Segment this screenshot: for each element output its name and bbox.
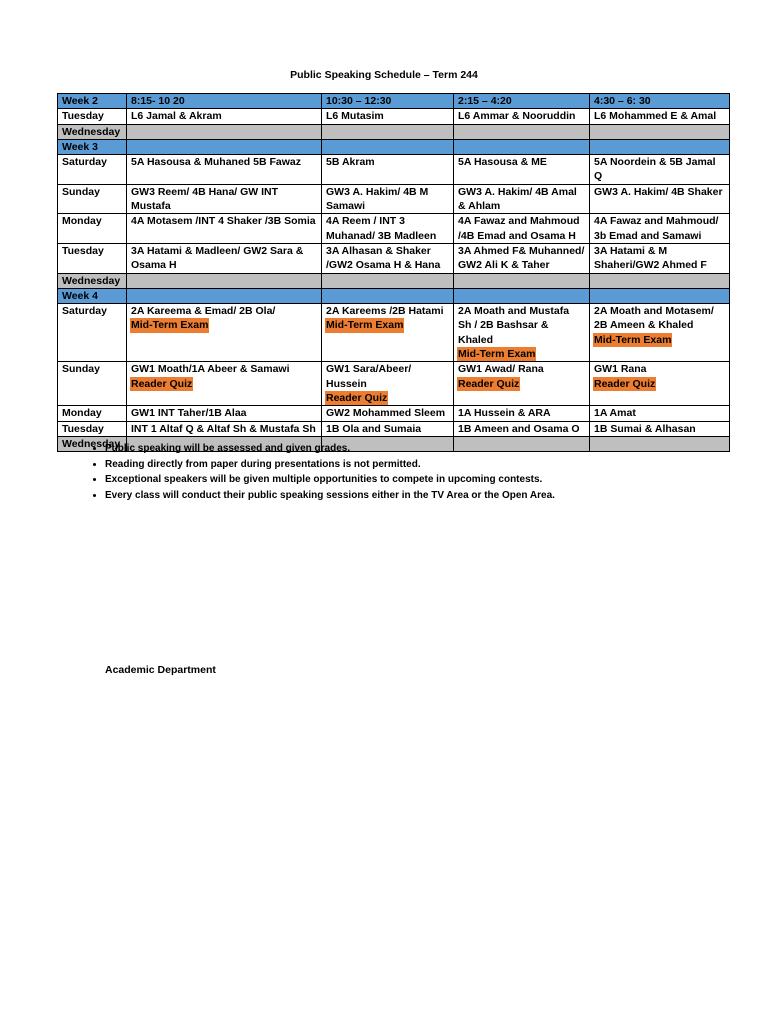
cell-text: GW3 A. Hakim/ 4B Amal & Ahlam [458, 185, 577, 213]
table-cell [127, 362, 322, 406]
highlight-tag: Mid-Term Exam [326, 319, 404, 332]
table-row [58, 243, 730, 273]
table-cell [322, 273, 454, 288]
highlight-tag: Mid-Term Exam [458, 348, 536, 361]
highlight-tag: Reader Quiz [594, 377, 656, 390]
table-row [58, 421, 730, 436]
highlight-tag: Mid-Term Exam [594, 333, 672, 346]
table-row [58, 406, 730, 421]
table-cell [127, 421, 322, 436]
table-cell [590, 288, 730, 303]
week-header-row [58, 139, 730, 154]
cell-text: GW1 Rana [594, 363, 647, 376]
cell-text: GW3 A. Hakim/ 4B M Samawi [326, 185, 429, 213]
table-cell [454, 288, 590, 303]
table-cell [127, 214, 322, 244]
table-cell [454, 214, 590, 244]
cell-text: 1A Hussein & ARA [458, 407, 551, 420]
table-cell [454, 406, 590, 421]
table-cell [322, 421, 454, 436]
notes-list [87, 441, 745, 503]
table-cell [454, 184, 590, 214]
table-cell [127, 155, 322, 185]
highlight-tag: Reader Quiz [326, 391, 388, 404]
table-cell [590, 139, 730, 154]
table-cell [454, 273, 590, 288]
cell-text: 1B Sumai & Alhasan [594, 422, 696, 435]
day-cell: Monday [58, 406, 127, 421]
cell-text: 3A Alhasan & Shaker /GW2 Osama H & Hana [326, 244, 441, 272]
day-cell: Sunday [58, 362, 127, 406]
empty-day-row [58, 273, 730, 288]
cell-text: 10:30 – 12:30 [326, 95, 392, 107]
table-cell [590, 184, 730, 214]
cell-text: L6 Mutasim [326, 110, 384, 123]
day-cell: Saturday [58, 304, 127, 362]
cell-text: GW1 Awad/ Rana [458, 363, 544, 376]
day-cell: Tuesday [58, 109, 127, 124]
table-cell [322, 94, 454, 109]
cell-text: 4A Fawaz and Mahmoud /4B Emad and Osama H [458, 215, 580, 242]
cell-text: 1A Amat [594, 407, 636, 420]
table-cell [454, 362, 590, 406]
table-cell [127, 243, 322, 273]
cell-text: 4A Reem / INT 3 Muhanad/ 3B Madleen [326, 215, 437, 242]
cell-text: GW3 A. Hakim/ 4B Shaker [594, 185, 723, 198]
table-cell [322, 362, 454, 406]
cell-text: GW1 INT Taher/1B Alaa [131, 407, 247, 420]
table-cell [127, 94, 322, 109]
cell-text: 1B Ola and Sumaia [326, 422, 422, 435]
cell-text: 5A Hasousa & Muhaned 5B Fawaz [131, 156, 301, 169]
table-cell [454, 139, 590, 154]
day-cell: Wednesday [58, 273, 127, 288]
table-cell [322, 243, 454, 273]
cell-text: 3A Hatami & M Shaheri/GW2 Ahmed F [594, 244, 707, 272]
cell-text: 5B Akram [326, 156, 375, 169]
table-cell [127, 288, 322, 303]
day-cell: Monday [58, 214, 127, 244]
empty-day-row [58, 124, 730, 139]
table-row [58, 155, 730, 185]
day-cell: Wednesday [58, 436, 127, 451]
cell-text: GW3 Reem/ 4B Hana/ GW INT Mustafa [131, 185, 279, 213]
cell-text: 8:15- 10 20 [131, 95, 185, 107]
cell-text: 4A Fawaz and Mahmoud/ 3b Emad and Samawi [594, 215, 719, 242]
table-cell [322, 155, 454, 185]
note-item: • Public speaking will be assessed and given grades. [105, 441, 745, 457]
table-cell [322, 406, 454, 421]
table-cell [454, 124, 590, 139]
week-header-row [58, 94, 730, 109]
day-cell: Week 3 [58, 139, 127, 154]
table-cell [127, 124, 322, 139]
page-title: Public Speaking Schedule – Term 244 [290, 69, 478, 81]
day-cell: Wednesday [58, 124, 127, 139]
cell-text: 2A Moath and Mustafa Sh / 2B Bashsar & Khaled [458, 305, 570, 346]
table-cell [590, 94, 730, 109]
table-cell [127, 184, 322, 214]
table-cell [322, 124, 454, 139]
cell-text: L6 Ammar & Nooruddin [458, 110, 576, 123]
day-cell: Week 4 [58, 288, 127, 303]
day-cell: Tuesday [58, 421, 127, 436]
cell-text: 2A Kareems /2B Hatami [326, 305, 444, 318]
day-cell: Week 2 [58, 94, 127, 109]
cell-text: 2A Kareema & Emad/ 2B Ola/ [131, 305, 276, 318]
table-cell [590, 124, 730, 139]
table-cell [454, 243, 590, 273]
table-cell [454, 155, 590, 185]
table-row [58, 184, 730, 214]
cell-text: 2A Moath and Motasem/ 2B Ameen & Khaled [594, 305, 714, 332]
table-cell [454, 421, 590, 436]
cell-text: L6 Jamal & Akram [131, 110, 222, 123]
week-header-row [58, 288, 730, 303]
highlight-tag: Mid-Term Exam [131, 319, 209, 332]
table-cell [590, 421, 730, 436]
note-item: • Reading directly from paper during presentations is not permitted. [105, 457, 745, 473]
department-signature: Academic Department [105, 664, 216, 676]
highlight-tag: Reader Quiz [458, 377, 520, 390]
table-row [58, 214, 730, 244]
cell-text: GW1 Sara/Abeer/ Hussein [326, 363, 412, 390]
table-cell [454, 109, 590, 124]
cell-text: GW1 Moath/1A Abeer & Samawi [131, 363, 290, 376]
table-cell [590, 273, 730, 288]
table-cell [322, 214, 454, 244]
table-row [58, 362, 730, 406]
table-cell [322, 184, 454, 214]
cell-text: GW2 Mohammed Sleem [326, 407, 446, 420]
table-cell [322, 109, 454, 124]
table-cell [590, 243, 730, 273]
table-cell [322, 304, 454, 362]
cell-text: 4A Motasem /INT 4 Shaker /3B Somia [131, 215, 316, 228]
note-item: • Exceptional speakers will be given multiple opportunities to compete in upcoming contests. [105, 472, 745, 488]
day-cell: Saturday [58, 155, 127, 185]
table-cell [590, 109, 730, 124]
day-cell: Tuesday [58, 243, 127, 273]
note-item: • Every class will conduct their public speaking sessions either in the TV Area or the Open Area. [105, 488, 745, 504]
table-row [58, 304, 730, 362]
cell-text: 3A Hatami & Madleen/ GW2 Sara & Osama H [131, 244, 304, 272]
table-cell [127, 304, 322, 362]
table-cell [590, 214, 730, 244]
day-cell: Sunday [58, 184, 127, 214]
highlight-tag: Reader Quiz [131, 377, 193, 390]
cell-text: L6 Mohammed E & Amal [594, 110, 717, 123]
cell-text: 1B Ameen and Osama O [458, 422, 580, 435]
schedule-table [57, 93, 730, 452]
table-cell [127, 139, 322, 154]
cell-text: 3A Ahmed F& Muhanned/ GW2 Ali K & Taher [458, 244, 585, 272]
cell-text: 2:15 – 4:20 [458, 95, 512, 107]
cell-text: INT 1 Altaf Q & Altaf Sh & Mustafa Sh [131, 422, 316, 435]
table-cell [590, 304, 730, 362]
table-cell [590, 406, 730, 421]
table-cell [590, 362, 730, 406]
table-cell [127, 273, 322, 288]
table-cell [127, 109, 322, 124]
table-row [58, 109, 730, 124]
cell-text: 4:30 – 6: 30 [594, 95, 651, 107]
table-cell [590, 155, 730, 185]
cell-text: 5A Hasousa & ME [458, 156, 547, 169]
table-cell [127, 406, 322, 421]
table-cell [454, 304, 590, 362]
cell-text: 5A Noordein & 5B Jamal Q [594, 156, 716, 183]
table-cell [322, 139, 454, 154]
table-cell [322, 288, 454, 303]
table-cell [454, 94, 590, 109]
